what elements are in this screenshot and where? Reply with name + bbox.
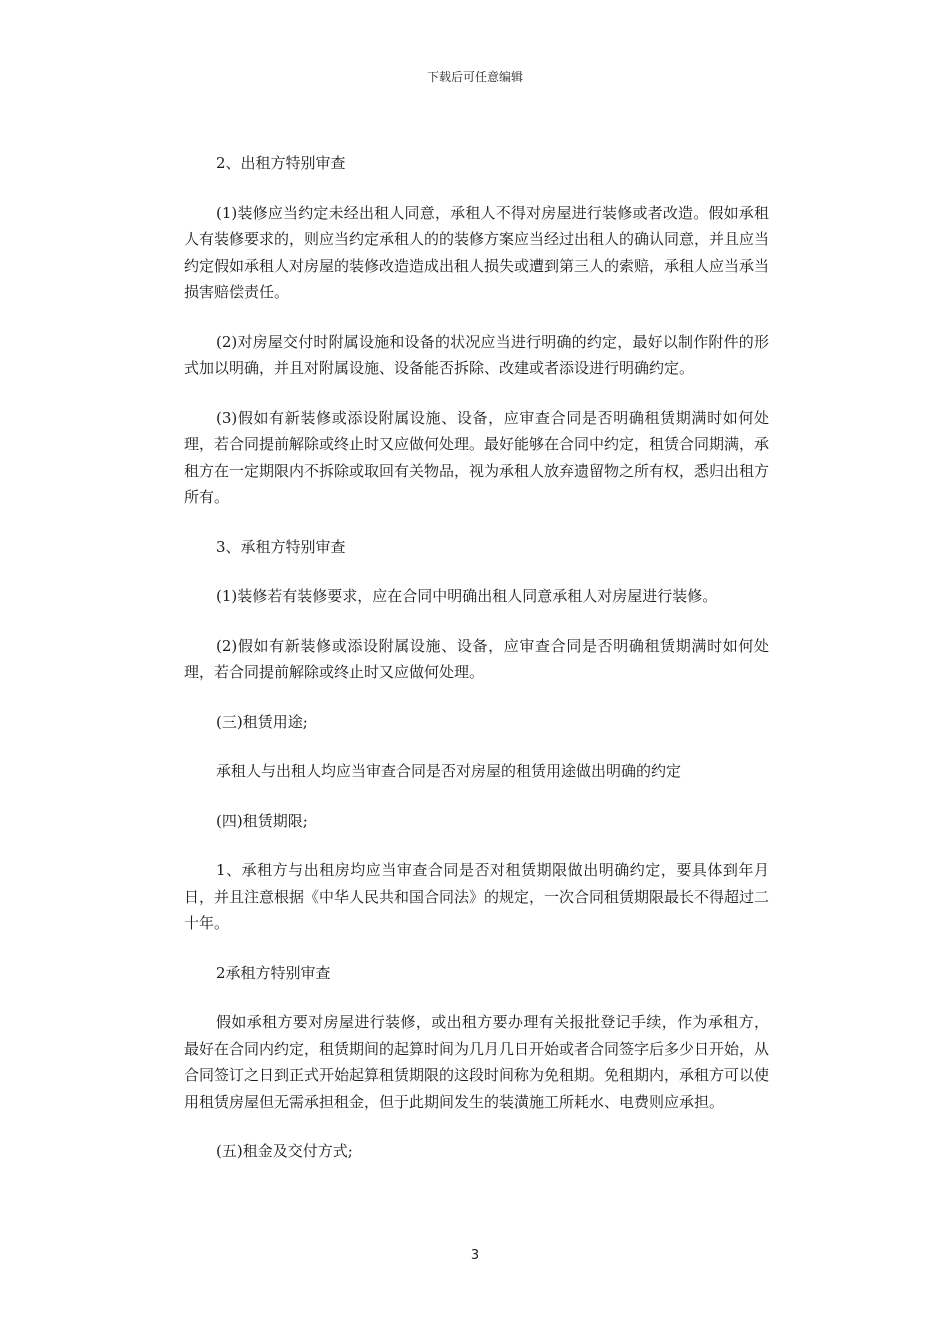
paragraph-new-facilities-lessor: (3)假如有新装修或添设附属设施、设备，应审查合同是否明确租赁期满时如何处理，若合同提前解除或终止时又应做何处理。最好能够在合同中约定，租赁合同期满，承租方在一定期限内不拆除或取回有关物品，视为承租人放弃遗留物之所有权，悉归出租方所有。	[184, 408, 770, 506]
section-heading-lease-term: (四)租赁期限;	[216, 811, 308, 830]
paragraph-rent-free-period: 假如承租方要对房屋进行装修，或出租方要办理有关报批登记手续，作为承租方，最好在合同内约定，租赁期间的起算时间为几月几日开始或者合同签字后多少日开始，从合同签订之日到正式开始起算租赁期限的这段时间称为免租期。免租期内，承租方可以使用租赁房屋但无需承担租金，但于此期间发生的装潢施工所耗水、电费则应承担。	[184, 1013, 770, 1111]
section-heading-lessor-review: 2、出租方特别审查	[216, 154, 346, 172]
paragraph-decoration-consent: (1)装修应当约定未经出租人同意，承租人不得对房屋进行装修或者改造。假如承租人有装修要求的，则应当约定承租人的的装修方案应当经过出租人的确认同意，并且应当约定假如承租人对房屋的装修改造造成出租人损失或遭到第三人的索赔，承租人应当承当损害赔偿责任。	[184, 203, 770, 301]
section-heading-lessee-review: 3、承租方特别审查	[216, 537, 346, 556]
paragraph-lease-purpose: 承租人与出租人均应当审查合同是否对房屋的租赁用途做出明确的约定	[216, 762, 682, 780]
page-header: 下载后可任意编辑	[426, 70, 523, 84]
paragraph-facilities-condition: (2)对房屋交付时附属设施和设备的状况应当进行明确的约定，最好以制作附件的形式加以明确，并且对附属设施、设备能否拆除、改建或者添设进行明确约定。	[184, 332, 769, 377]
page-number: 3	[470, 1248, 480, 1263]
paragraph-new-facilities-lessee: (2)假如有新装修或添设附属设施、设备，应审查合同是否明确租赁期满时如何处理，若合同提前解除或终止时又应做何处理。	[184, 636, 769, 681]
section-heading-lessee-term-review: 2承租方特别审查	[216, 963, 331, 982]
document-body	[184, 150, 769, 1188]
section-heading-lease-purpose: (三)租赁用途;	[216, 712, 308, 731]
paragraph-lessee-decoration: (1)装修若有装修要求，应在合同中明确出租人同意承租人对房屋进行装修。	[216, 587, 718, 605]
section-heading-rent-payment: (五)租金及交付方式;	[216, 1142, 353, 1160]
paragraph-lease-term: 1、承租方与出租房均应当审查合同是否对租赁期限做出明确约定，要具体到年月日，并且注意根据《中华人民共和国合同法》的规定，一次合同租赁期限最长不得超过二十年。	[184, 861, 770, 932]
